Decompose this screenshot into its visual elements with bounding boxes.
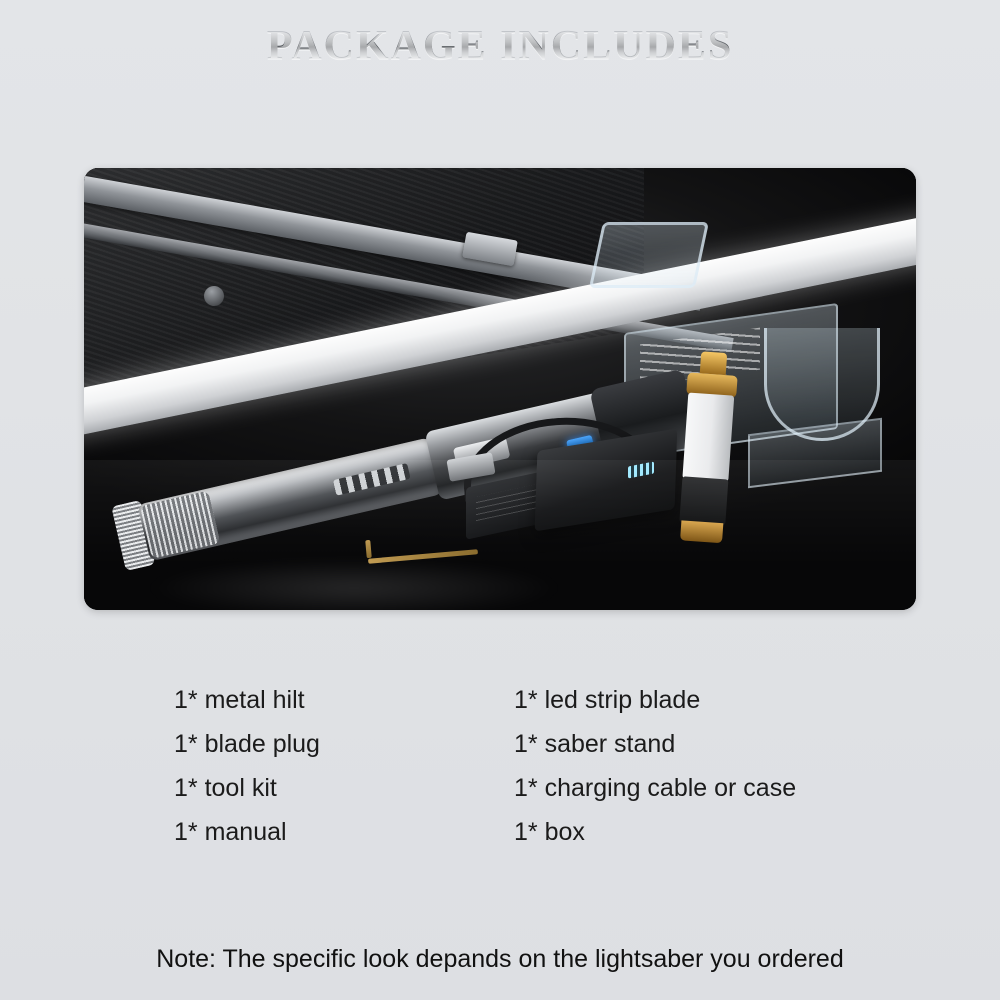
package-contents-lists (84, 685, 916, 847)
page-title: PACKAGE INCLUDES (266, 23, 734, 69)
list-item: 1* metal hilt (174, 686, 305, 714)
list-item: 1* tool kit (174, 774, 277, 802)
blade-plug-lower (679, 476, 728, 525)
photo-highlight (144, 558, 564, 610)
blade-plug-base (680, 520, 723, 543)
list-item: 1* manual (174, 818, 287, 846)
package-contents-column-left (84, 685, 514, 847)
tool-kit-allen-key-short-arm (365, 540, 372, 558)
product-photo (84, 168, 916, 610)
blade-plug-body (682, 393, 734, 482)
saber-stand-piece-upper (589, 222, 709, 288)
photo-background (84, 168, 916, 610)
package-contents-column-right (514, 685, 914, 847)
page-title-container (0, 22, 1000, 70)
list-item: 1* blade plug (174, 730, 320, 758)
disclaimer-note: Note: The specific look depands on the lightsaber you ordered (156, 945, 844, 973)
blade-plug-tip (700, 351, 727, 375)
blade-plug (674, 364, 740, 547)
list-item: 1* saber stand (514, 730, 676, 758)
list-item: 1* box (514, 818, 585, 846)
list-item: 1* led strip blade (514, 686, 701, 714)
list-item: 1* charging cable or case (514, 774, 797, 802)
